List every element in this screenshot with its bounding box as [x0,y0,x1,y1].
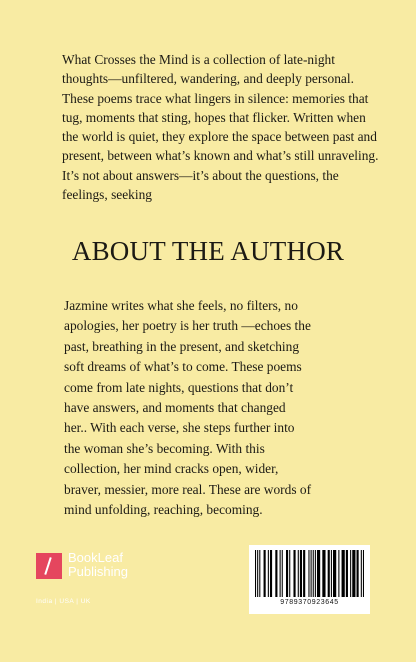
publisher-regions: India | USA | UK [36,598,91,605]
about-author-heading: ABOUT THE AUTHOR [71,236,345,266]
publisher-name-line1: BookLeaf [68,550,123,565]
barcode-bars [255,550,364,597]
isbn-number: 9789370923645 [280,599,339,606]
isbn-barcode [249,545,370,614]
publisher-name-line2: Publishing [68,564,128,579]
author-bio: Jazmine writes what she feels, no filters, no apologies, her poetry is her truth —echoes the past, breathing in the present, and sketching soft dreams of what’s to come. These poems come from late nights, questions that don’t have answers, and moments that changed her.. With each verse, she steps further into the woman she’s becoming. With this collection, her mind cracks open, wider, braver, messier, more real. These are words of mind unfolding, reaching, becoming. [64,298,312,518]
slash-logo-icon [36,553,62,579]
back-cover-blurb: What Crosses the Mind is a collection of late-night thoughts—unfiltered, wandering, and deeply personal. These poems trace what lingers in silence: memories that tug, moments that sting, hopes that flicker. Written when the world is quiet, they explore the space between past and present, between what’s known and what’s still unraveling. It’s not about answers—it’s about the questions, the feelings, seeking [62,52,379,203]
publisher-logo [36,551,128,607]
